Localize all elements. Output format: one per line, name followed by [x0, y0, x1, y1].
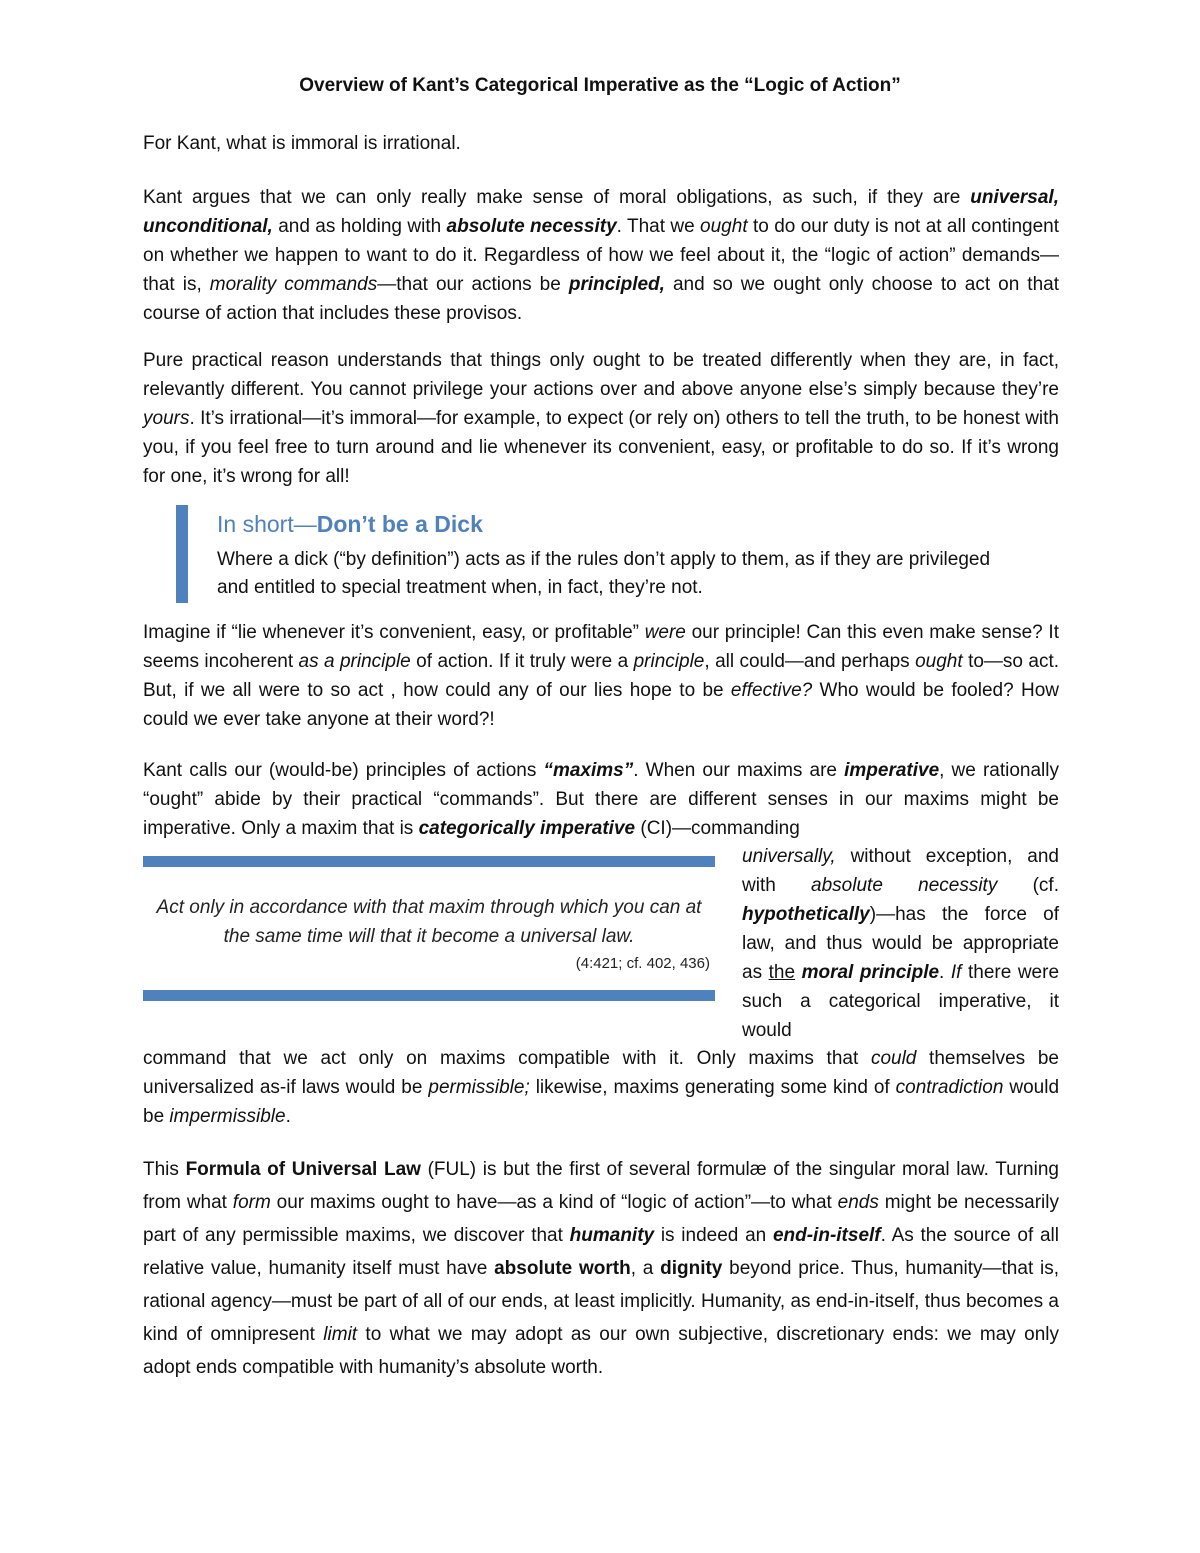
text-run: Kant argues that we can only really make sense of moral obligations, as such, if they are	[143, 187, 971, 208]
paragraph-universal	[143, 183, 1059, 328]
emphasis-moral-principle: moral principle	[801, 962, 940, 983]
callout-heading	[217, 509, 483, 539]
text-run: , a	[630, 1258, 661, 1279]
page-title: Overview of Kant’s Categorical Imperative as the “Logic of Action”	[299, 75, 901, 96]
text-run: is indeed an	[654, 1225, 773, 1246]
text-run: . As the source of all relative value, humanity itself must have	[143, 1225, 1059, 1279]
emphasis-hypothetically: hypothetically	[742, 904, 870, 925]
emphasis-absolute-necessity: absolute necessity	[811, 875, 998, 896]
emphasis-maxims: “maxims”	[543, 760, 634, 781]
pull-quote-citation: (4:421; cf. 402, 436)	[575, 955, 710, 972]
emphasis-absolute-worth: absolute worth	[494, 1258, 631, 1279]
text-run: (cf.	[997, 875, 1059, 896]
callout-heading-strong: Don’t be a Dick	[316, 511, 483, 537]
emphasis-principle: principle	[633, 651, 705, 672]
emphasis-yours: yours	[143, 408, 190, 429]
callout-heading-lead: In short—	[217, 511, 317, 537]
emphasis-contradiction: contradiction	[895, 1077, 1004, 1098]
paragraph-pure-practical-reason	[143, 346, 1059, 491]
text-run: Kant calls our (would-be) principles of actions	[143, 760, 544, 781]
text-run: .	[939, 962, 951, 983]
text-run: Pure practical reason understands that things only ought to be treated differently when they are, in fact, relevantly different. You cannot privilege your actions over and above anyone else’s simply because they’re	[143, 350, 1059, 400]
text-run: Imagine if “lie whenever it’s convenient, easy, or profitable”	[143, 622, 645, 643]
text-run: (FUL) is but the first of several formulæ of the singular moral law. Turning from what	[143, 1159, 1059, 1213]
quote-bottom-rule	[143, 990, 715, 1001]
text-run: , we rationally “ought” abide by their practical “commands”. But there are different senses in our maxims might be imperative. Only a maxim that is	[143, 760, 1059, 839]
text-run: beyond price. Thus, humanity—that is, rational agency—must be part of all of our ends, at least implicitly. Humanity, as end-in-itself, thus becomes a kind of omnipresent	[143, 1258, 1059, 1345]
callout-accent-bar	[176, 505, 188, 603]
paragraph-maxims-continued	[742, 842, 1059, 1045]
paragraph-formula-universal-law	[143, 1153, 1059, 1384]
emphasis-principled: principled,	[568, 274, 665, 295]
emphasis-form: form	[232, 1192, 271, 1213]
emphasis-could: could	[870, 1048, 917, 1069]
emphasis-absolute-necessity: absolute necessity	[446, 216, 617, 237]
text-run: there were such a categorical imperative, it would	[742, 962, 1060, 1041]
emphasis-end-in-itself: end-in-itself	[772, 1225, 881, 1246]
emphasis-ought: ought	[700, 216, 748, 237]
paragraph-imagine	[143, 618, 1059, 734]
emphasis-dignity: dignity	[660, 1258, 723, 1279]
paragraph-maxims	[143, 756, 1059, 843]
emphasis-limit: limit	[323, 1324, 358, 1345]
emphasis-ends: ends	[837, 1192, 879, 1213]
text-run: to do our duty is not at all contingent on whether we happen to want to do it. Regardless of how we feel about it, the “logic of action” demands—that is,	[143, 216, 1059, 295]
paragraph-intro: For Kant, what is immoral is irrational.	[143, 133, 461, 154]
text-run: our principle! Can this even make sense? It seems incoherent	[143, 622, 1059, 672]
text-run: .	[285, 1106, 291, 1127]
paragraph-command	[143, 1044, 1059, 1131]
text-run: command that we act only on maxims compatible with it. Only maxims that	[143, 1048, 871, 1069]
emphasis-impermissible: impermissible	[169, 1106, 286, 1127]
text-run: . It’s irrational—it’s immoral—for example, to expect (or rely on) others to tell the truth, to be honest with you, if you feel free to turn around and lie whenever its convenient, easy, or profitable to do so. If it’s wrong for one, it’s wrong for all!	[143, 408, 1059, 487]
emphasis-categorically-imperative: categorically imperative	[418, 818, 636, 839]
quote-top-rule	[143, 856, 715, 867]
emphasis-humanity: humanity	[569, 1225, 655, 1246]
emphasis-ought: ought	[915, 651, 963, 672]
emphasis-universally: universally,	[742, 846, 836, 867]
text-run: —that our actions be	[377, 274, 569, 295]
emphasis-imperative: imperative	[844, 760, 940, 781]
text-run: might be necessarily part of any permissible maxims, we discover that	[143, 1192, 1059, 1246]
emphasis-formula-of-universal-law: Formula of Universal Law	[185, 1159, 421, 1180]
text-run: and as holding with	[272, 216, 447, 237]
emphasis-effective: effective?	[730, 680, 813, 701]
callout-body: Where a dick (“by definition”) acts as if the rules don’t apply to them, as if they are privileged and entitled to special treatment when, in fact, they’re not.	[217, 549, 991, 598]
text-run: and so we ought only choose to act on that course of action that includes these provisos.	[143, 274, 1060, 324]
emphasis-if: If	[950, 962, 962, 983]
text-run: to—so act. But, if we all were to so act , how could any of our lies hope to be	[143, 651, 1060, 701]
text-run: )—has the force of law, and thus would be appropriate as	[742, 904, 1059, 983]
emphasis-were: were	[644, 622, 686, 643]
emphasis-permissible: permissible;	[428, 1077, 530, 1098]
emphasis-morality-commands: morality commands	[209, 274, 378, 295]
text-run: to what we may adopt as our own subjective, discretionary ends: we may only adopt ends compatible with humanity’s absolute worth.	[143, 1324, 1059, 1378]
text-run: would be	[143, 1077, 1060, 1127]
emphasis-as-a-principle: as a principle	[298, 651, 411, 672]
pull-quote: Act only in accordance with that maxim through which you can at the same time will that it become a universal law.	[156, 897, 702, 947]
text-run: themselves be universalized as-if laws would be	[143, 1048, 1059, 1098]
emphasis-universal: universal, unconditional,	[143, 187, 1059, 237]
text-run: . When our maxims are	[633, 760, 845, 781]
text-run: . That we	[616, 216, 701, 237]
text-run: (CI)—commanding	[635, 818, 800, 839]
text-run: likewise, maxims generating some kind of	[529, 1077, 896, 1098]
text-run: our maxims ought to have—as a kind of “logic of action”—to what	[270, 1192, 838, 1213]
text-run: This	[143, 1159, 186, 1180]
text-run: of action. If it truly were a	[410, 651, 634, 672]
text-run: Who would be fooled? How could we ever take anyone at their word?!	[143, 680, 1059, 730]
text-run: , all could—and perhaps	[704, 651, 916, 672]
text-run: without exception, and with	[742, 846, 1059, 896]
emphasis-the: the	[768, 962, 796, 983]
